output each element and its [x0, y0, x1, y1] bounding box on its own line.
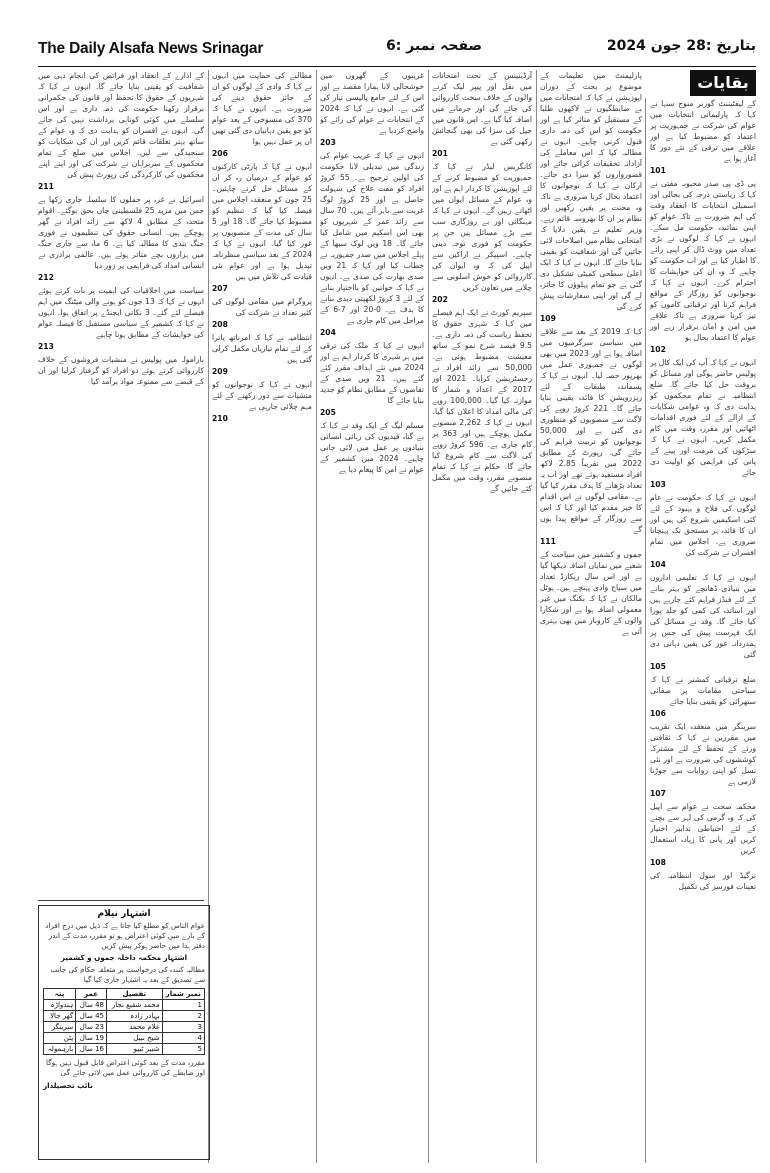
article-number: 201 — [432, 149, 448, 158]
section-banner: بقایات — [690, 70, 756, 96]
column-header: نمبر شمار — [162, 989, 204, 1000]
article-text: ﺑﺎﺭﺍﻣﻮﻟﮧ ﻣﯿﮟ ﭘﻮﻟﯿﺲ ﻧﮯ ﻣﻨﺸﯿﺎﺕ ﻓﺮﻭﺷﻮﮞ ﮐﮯ ﺧﻼﻑ ﮐﺎﺭﺭﻭﺍﺋﯽ ﮐﺮﺗﮯ ﮨﻮﺋﮯ ﺩﻭ ﺍﻓﺮﺍﺩ ﮐﻮ ﮔﺮﻓﺘﺎﺭ ﮐﺮﻟﯿﺎ ﺍﻭﺭ ﺍﻥ ﮐﮯ ﻗﺒﻀﮯ ﺳﮯ ﻣﻤﻨﻮﻋﮧ ﻣﻮﺍﺩ ﺑﺮﺁﻣﺪ ﮐﯿﺎ — [38, 355, 204, 386]
table-cell: 3 — [162, 1022, 204, 1033]
article-text: ﺍﻧﺘﻈﺎﻣﯿﮧ ﻧﮯ ﮐﮩﺎ ﮐﮧ ﺍﻣﺮﻧﺎﺗﮫ ﯾﺎﺗﺮﺍ ﮐﮯ ﻟﺌﮯ ﺗﻤﺎﻡ ﺗﯿﺎﺭﯾﺎﮞ ﻣﮑﻤﻞ ﮐﺮﻟﯽ ﮔﺌﯽ ﮨﯿﮟ — [212, 333, 312, 364]
article-text: ﻏﺮﯾﺒﻮﮞ ﮐﮯ ﮔﮭﺮﻭﮞ ﻣﯿﮟ ﺧﻮﺷﺤﺎﻟﯽ ﻻﻧﺎ ﮨﻤﺎﺭﺍ ﻣﻘﺼﺪ ﮨﮯ ﺍﻭﺭ ﺍﺱ ﮐﮯ ﻟﺌﮯ ﺟﺎﻣﻊ ﭘﺎﻟﯿﺴﯽ ﺗﯿﺎﺭ ﮐﯽ ﮔﺌﯽ ﮨﮯ۔ ﺍﻧﮩﻮﮞ ﻧﮯ ﮐﮩﺎ ﮐﮧ 2024 ﮐﮯ ﺍﻧﺘﺨﺎﺑﺎﺕ ﻧﮯ ﻋﻮﺍﻡ ﮐﯽ ﺭﺍﺋﮯ ﮐﻮ ﻭﺍﺿﺢ ﮐﺮﺩﯾﺎ ﮨﮯ — [320, 71, 424, 135]
column-3 — [432, 70, 532, 1163]
table-cell: غلام محمد — [107, 1022, 163, 1033]
table-cell: گھر جالا — [44, 1011, 76, 1022]
article-text: ﺟﻤﻮﮞ ﻭ ﮐﺸﻤﯿﺮ ﻣﯿﮟ ﺳﯿﺎﺣﺖ ﮐﮯ ﺷﻌﺒﮯ ﻣﯿﮟ ﻧﻤﺎﯾﺎﮞ ﺍﺿﺎﻓﮧ ﺩﯾﮑﮭﺎ ﮔﯿﺎ ﮨﮯ ﺍﻭﺭ ﺍﺱ ﺳﺎﻝ ﺭﯾﮑﺎﺭﮈ ﺗﻌﺪﺍﺩ ﻣﯿﮟ ﺳﯿﺎﺡ ﻭﺍﺩﯼ ﭘﮩﻨﭽﮯ ﮨﯿﮟ۔ ﮨﻮﭨﻞ ﻣﺎﻟﮑﺎﻥ ﻧﮯ ﮐﮩﺎ ﮐﮧ ﺑﮑﻨﮓ ﻣﯿﮟ ﻏﯿﺮ ﻣﻌﻤﻮﻟﯽ ﺍﺿﺎﻓﮧ ﮨﻮﺍ ﮨﮯ ﺍﻭﺭ ﺷﮑﺎﺭﺍ ﻭﺍﻟﻮﮞ ﮐﮯ ﮐﺎﺭﻭﺑﺎﺭ ﻣﯿﮟ ﺑﮭﯽ ﺑﮩﺘﺮﯼ ﺁﺋﯽ ﮨﮯ — [540, 550, 642, 636]
table-cell: پٹن — [44, 1033, 76, 1044]
notice-advertisement — [38, 905, 210, 1160]
table-header-row — [44, 989, 205, 1000]
article-number: 207 — [212, 284, 228, 293]
table-cell: بہادر زادہ — [107, 1011, 163, 1022]
column-header: تفصیل — [107, 989, 163, 1000]
article-text: ﺳﯿﺎﺳﺖ ﻣﯿﮟ ﺍﺧﻼﻗﯿﺎﺕ ﮐﯽ ﺍﮨﻤﯿﺖ ﭘﺮ ﺑﺎﺕ ﮐﺮﺗﮯ ﮨﻮﺋﮯ ﺍﻧﮩﻮﮞ ﻧﮯ ﮐﮩﺎ ﮐﮧ 13 ﺟﻮﻥ ﮐﻮ ﮨﻮﻧﮯ ﻭﺍﻟﯽ ﻣﯿﭩﻨﮓ ﻣﯿﮟ ﺍﮨﻢ ﻓﯿﺼﻠﮯ ﻟﺌﮯ ﮔﺌﮯ۔ 3 ﻧﮑﺎﺗﯽ ﺍﯾﺠﻨﮉﮮ ﭘﺮ ﺍﺗﻔﺎﻕ ﮨﻮﺍ۔ ﺍﻧﮩﻮﮞ ﻧﮯ ﮐﮩﺎ ﮐﮧ ﮐﺸﻤﯿﺮ ﮐﮯ ﺳﯿﺎﺳﯽ ﻣﺴﺘﻘﺒﻞ ﮐﺎ ﻓﯿﺼﻠﮧ ﻋﻮﺍﻡ ﮐﯽ ﺧﻮﺍﮨﺸﺎﺕ ﮐﮯ ﻣﻄﺎﺑﻖ ﮨﻮﻧﺎ ﭼﺎﮨﯿﮯ — [38, 286, 204, 339]
article-number: 212 — [38, 273, 54, 282]
article-number: 106 — [650, 709, 666, 718]
article-number: 103 — [650, 480, 666, 489]
table-cell: 48 سال — [76, 1000, 107, 1011]
column-divider — [316, 70, 317, 1163]
article-text: ﮐﮯ ﺍﺩﺍﺭﮮ ﮐﮯ ﺍﻧﻌﻘﺎﺩ ﺍﻭﺭ ﻓﺮﺍﺋﺾ ﮐﯽ ﺍﻧﺠﺎﻡ ﺩﮨﯽ ﻣﯿﮟ ﺷﻔﺎﻓﯿﺖ ﮐﻮ ﯾﻘﯿﻨﯽ ﺑﻨﺎﯾﺎ ﺟﺎﺋﮯ ﮔﺎ۔ ﺍﻧﮩﻮﮞ ﻧﮯ ﮐﮩﺎ ﮐﮧ ﺷﮩﺮﯾﻮﮞ ﮐﮯ ﺣﻘﻮﻕ ﮐﺎ ﺗﺤﻔﻆ ﺍﻭﺭ ﻗﺎﻧﻮﻥ ﮐﯽ ﺣﮑﻤﺮﺍﻧﯽ ﺑﺮﻗﺮﺍﺭ ﺭﮐﮭﻨﺎ ﺣﮑﻮﻣﺖ ﮐﯽ ﺫﻣﮧ ﺩﺍﺭﯼ ﮨﮯ ﺍﻭﺭ ﺍﺱ ﺳﻠﺴﻠﮯ ﻣﯿﮟ ﮐﻮﺋﯽ ﮐﻮﺗﺎﮨﯽ ﺑﺮﺩﺍﺷﺖ ﻧﮩﯿﮟ ﮐﯽ ﺟﺎﺋﮯ ﮔﯽ۔ ﺍﻧﮩﻮﮞ ﻧﮯ ﺍﻓﺴﺮﺍﻥ ﮐﻮ ﮨﺪﺍﯾﺖ ﺩﯼ ﮐﮧ ﻭﮦ ﻋﻮﺍﻡ ﮐﮯ ﺳﺎﺗﮫ ﺑﮩﺘﺮ ﺗﻌﻠﻘﺎﺕ ﻗﺎﺋﻢ ﮐﺮﯾﮟ ﺍﻭﺭ ﺍﻥ ﮐﯽ ﺷﮑﺎﯾﺎﺕ ﮐﻮ ﺳﻨﺠﯿﺪﮔﯽ ﺳﮯ ﻟﯿﮟ۔ ﺍﺟﻼﺱ ﻣﯿﮟ ﺿﻠﻊ ﮐﮯ ﺗﻤﺎﻡ ﻣﺤﮑﻤﻮﮞ ﮐﮯ ﺳﺮﺑﺮﺍﮨﺎﻥ ﻧﮯ ﺷﺮﮐﺖ ﮐﯽ ﺍﻭﺭ ﺍﭘﻨﮯ ﺍﭘﻨﮯ ﻣﺤﮑﻤﻮﮞ ﮐﯽ ﮐﺎﺭﮐﺮﺩﮔﯽ ﮐﯽ ﺭﭘﻮﺭﭦ ﭘﯿﺶ ﮐﯽ — [38, 71, 204, 179]
table-cell: 45 سال — [76, 1011, 107, 1022]
notice-table — [43, 988, 205, 1055]
article-number: 108 — [650, 858, 666, 867]
table-cell: بارہمولہ — [44, 1044, 76, 1055]
article-text: ﺳﺮﯾﻨﮕﺮ ﻣﯿﮟ ﻣﻨﻌﻘﺪﮦ ﺍﯾﮏ ﺗﻘﺮﯾﺐ ﻣﯿﮟ ﻣﻘﺮﺭﯾﻦ ﻧﮯ ﮐﮩﺎ ﮐﮧ ﺛﻘﺎﻓﺘﯽ ﻭﺭﺛﮯ ﮐﮯ ﺗﺤﻔﻆ ﮐﮯ ﻟﺌﮯ ﻣﺸﺘﺮﮐﮧ ﮐﻮﺷﺸﻮﮞ ﮐﯽ ﺿﺮﻭﺭﺕ ﮨﮯ ﺍﻭﺭ ﻧﺌﯽ ﻧﺴﻞ ﮐﻮ ﺍﭘﻨﯽ ﺭﻭﺍﯾﺎﺕ ﺳﮯ ﺟﻮﮌﻧﺎ ﻻﺯﻣﯽ ﮨﮯ — [650, 722, 756, 786]
article-text: ﺳﭙﺮﯾﻢ ﮐﻮﺭﭦ ﻧﮯ ﺍﯾﮏ ﺍﮨﻢ ﻓﯿﺼﻠﮯ ﻣﯿﮟ ﮐﮩﺎ ﮐﮧ ﺷﮩﺮﯼ ﺣﻘﻮﻕ ﮐﺎ ﺗﺤﻔﻆ ﺭﯾﺎﺳﺖ ﮐﯽ ﺫﻣﮧ ﺩﺍﺭﯼ ﮨﮯ۔ 9.5 ﻓﯿﺼﺪ ﺷﺮﺡ ﻧﻤﻮ ﮐﮯ ﺳﺎﺗﮫ ﻣﻌﯿﺸﺖ ﻣﻀﺒﻮﻁ ﮨﻮﺋﯽ ﮨﮯ۔ 50,000 ﺳﮯ ﺯﺍﺋﺪ ﺍﻓﺮﺍﺩ ﻧﮯ ﺭﺟﺴﭩﺮﯾﺸﻦ ﮐﺮﺍﯾﺎ۔ 2021 ﺍﻭﺭ 2017 ﮐﮯ ﺍﻋﺪﺍﺩ ﻭ ﺷﻤﺎﺭ ﮐﺎ ﻣﻮﺍﺯﻧﮧ ﮐﯿﺎ ﮔﯿﺎ۔ 100,000 ﺭﻭﭘﮯ ﮐﯽ ﻣﺎﻟﯽ ﺍﻣﺪﺍﺩ ﮐﺎ ﺍﻋﻼﻥ ﮐﯿﺎ ﮔﯿﺎ۔ ﺍﻧﮩﻮﮞ ﻧﮯ ﮐﮩﺎ ﮐﮧ 2,262 ﻣﻨﺼﻮﺑﮯ ﻣﮑﻤﻞ ﮨﻮﭼﮑﮯ ﮨﯿﮟ ﺍﻭﺭ 363 ﭘﺮ ﮐﺎﻡ ﺟﺎﺭﯼ ﮨﮯ۔ 596 ﮐﺮﻭﮌ ﺭﻭﭘﮯ ﮐﯽ ﻻﮔﺖ ﺳﮯ ﮐﺎﻡ ﺷﺮﻭﻉ ﮐﯿﺎ ﺟﺎﺋﮯ ﮔﺎ۔ ﺣﮑﺎﻡ ﻧﮯ ﮐﮩﺎ ﮐﮧ ﺗﻤﺎﻡ ﻣﻨﺼﻮﺑﮯ ﻣﻘﺮﺭﮦ ﻭﻗﺖ ﻣﯿﮟ ﻣﮑﻤﻞ ﮐﺌﮯ ﺟﺎﺋﯿﮟ ﮔﮯ — [432, 308, 532, 493]
article-text: ﺍﻧﮩﻮﮞ ﻧﮯ ﮐﮩﺎ ﮐﮧ ﺣﮑﻮﻣﺖ ﻧﮯ ﻋﺎﻡ ﻟﻮﮔﻮﮞ ﮐﯽ ﻓﻼﺡ ﻭ ﺑﮩﺒﻮﺩ ﮐﮯ ﻟﺌﮯ ﮐﺌﯽ ﺍﺳﮑﯿﻤﯿﮟ ﺷﺮﻭﻉ ﮐﯽ ﮨﯿﮟ ﺍﻭﺭ ﺍﻥ ﮐﺎ ﻓﺎﺋﺪﮦ ﮨﺮ ﻣﺴﺘﺤﻖ ﺗﮏ ﭘﮩﻨﭽﺎﻧﺎ ﺿﺮﻭﺭﯼ ﮨﮯ۔ ﺍﺟﻼﺱ ﻣﯿﮟ ﺗﻤﺎﻡ ﺍﻓﺴﺮﺍﻥ ﻧﮯ ﺷﺮﮐﺖ ﮐﯽ — [650, 493, 756, 557]
column-5 — [212, 70, 312, 1163]
article-number: 202 — [432, 295, 448, 304]
column-4 — [320, 70, 424, 1163]
article-text: ﻣﻄﺎﻟﺒﮯ ﮐﯽ ﺣﻤﺎﯾﺖ ﻣﯿﮟ ﺍﻧﮩﻮﮞ ﻧﮯ ﮐﮩﺎ ﮐﮧ ﻭﺍﺩﯼ ﮐﮯ ﻟﻮﮔﻮﮞ ﮐﻮ ﺍﻥ ﮐﮯ ﺟﺎﺋﺰ ﺣﻘﻮﻕ ﺩﯾﻨﮯ ﮐﯽ ﺿﺮﻭﺭﺕ ﮨﮯ۔ ﺍﻧﮩﻮﮞ ﻧﮯ ﮐﮩﺎ ﮐﮧ 370 ﮐﯽ ﻣﻨﺴﻮﺧﯽ ﮐﮯ ﺑﻌﺪ ﻋﻮﺍﻡ ﮐﻮ ﺟﻮ ﯾﻘﯿﻦ ﺩﮨﺎﻧﯿﺎﮞ ﺩﯼ ﮔﺌﯽ ﺗﮭﯿﮟ ﺍﻥ ﭘﺮ ﻋﻤﻞ ﻧﮩﯿﮟ ﮨﻮﺍ — [212, 71, 312, 146]
article-text: ﺍﻧﮩﻮﮞ ﻧﮯ ﮐﮩﺎ ﮐﮧ ﺁﭖ ﮐﯽ ﺍﯾﮏ ﮐﺎﻝ ﭘﺮ ﭘﻮﻟﯿﺲ ﺣﺎﺿﺮ ﮨﻮﮔﯽ ﺍﻭﺭ ﻣﺴﺎﺋﻞ ﮐﻮ ﺑﺮﻭﻗﺖ ﺣﻞ ﮐﯿﺎ ﺟﺎﺋﮯ ﮔﺎ۔ ﺿﻠﻊ ﺍﻧﺘﻈﺎﻣﯿﮧ ﻧﮯ ﺗﻤﺎﻡ ﻣﺤﮑﻤﻮﮞ ﮐﻮ ﮨﺪﺍﯾﺖ ﺩﯼ ﮐﮧ ﻭﮦ ﻋﻮﺍﻣﯽ ﺷﮑﺎﯾﺎﺕ ﮐﮯ ﺍﺯﺍﻟﮯ ﮐﮯ ﻟﺌﮯ ﻓﻮﺭﯼ ﺍﻗﺪﺍﻣﺎﺕ ﺍﭨﮭﺎﺋﯿﮟ ﺍﻭﺭ ﻣﻘﺮﺭﮦ ﻭﻗﺖ ﻣﯿﮟ ﮐﺎﻡ ﻣﮑﻤﻞ ﮐﺮﯾﮟ۔ ﺍﻧﮩﻮﮞ ﻧﮯ ﮐﮩﺎ ﮐﮧ ﺳﮍﮐﻮﮞ ﮐﯽ ﻣﺮﻣﺖ ﺍﻭﺭ ﭘﯿﻨﮯ ﮐﮯ ﭘﺎﻧﯽ ﮐﯽ ﻓﺮﺍﮨﻤﯽ ﮐﻮ ﺍﻭﻟﯿﺖ ﺩﯼ ﺟﺎﺋﮯ — [650, 358, 756, 477]
column-header: پتہ — [44, 989, 76, 1000]
article-text: ﮐﮯ ﻟﯿﻔﭩﯿﻨﻨﭧ ﮔﻮﺭﻧﺮ ﻣﻨﻮﺝ ﺳﻨﮩﺎ ﻧﮯ ﮐﮩﺎ ﮐﮧ ﭘﺎﺭﻟﯿﻤﺎﻧﯽ ﺍﻧﺘﺨﺎﺑﺎﺕ ﻣﯿﮟ ﻋﻮﺍﻡ ﮐﯽ ﺷﺮﮐﺖ ﻧﮯ ﺟﻤﮩﻮﺭﯾﺖ ﭘﺮ ﺍﻋﺘﻤﺎﺩ ﮐﻮ ﻣﻀﺒﻮﻁ ﮐﯿﺎ ﮨﮯ ﺍﻭﺭ ﻋﻼﻗﮯ ﻣﯿﮟ ﺗﺮﻗﯽ ﮐﮯ ﻧﺌﮯ ﺩﻭﺭ ﮐﺎ ﺁﻏﺎﺯ ﮨﻮﺍ ﮨﮯ — [650, 99, 756, 163]
column-divider — [536, 70, 537, 1163]
notice-body: ﻋﻮﺍﻡ ﺍﻟﻨﺎﺱ ﮐﻮ ﻣﻄﻠﻊ ﮐﯿﺎ ﺟﺎﺗﺎ ﮨﮯ ﮐﮧ ﺫﯾﻞ ﻣﯿﮟ ﺩﺭﺝ ﺍﻓﺮﺍﺩ ﮐﮯ ﺑﺎﺭﮮ ﻣﯿﮟ ﮐﻮﺋﯽ ﺍﻋﺘﺮﺍﺽ ﮨﻮ ﺗﻮ ﻣﻘﺮﺭﮦ ﻣﺪﺕ ﮐﮯ ﺍﻧﺪﺭ ﺩﻓﺘﺮ ﮨﺬﺍ ﻣﯿﮟ ﺣﺎﺿﺮ ﮨﻮﮐﺮ ﭘﯿﺶ ﮐﺮﯾﮟ — [45, 921, 205, 950]
article-number: 213 — [38, 342, 54, 351]
article-number: 204 — [320, 328, 336, 337]
article-text: ﺍﻧﮩﻮﮞ ﻧﮯ ﮐﮩﺎ ﮐﮧ ﻧﻮﺟﻮﺍﻧﻮﮞ ﮐﻮ ﻣﻨﺸﯿﺎﺕ ﺳﮯ ﺩﻭﺭ ﺭﮐﮭﻨﮯ ﮐﮯ ﻟﺌﮯ ﻣﮩﻢ ﭼﻼﺋﯽ ﺟﺎﺭﮨﯽ ﮨﮯ — [212, 380, 312, 411]
table-cell: شبیر ٹیپو — [107, 1044, 163, 1055]
article-text: ﺍﻧﮩﻮﮞ ﻧﮯ ﮐﮩﺎ ﮐﮧ ﭘﺎﺭﭨﯽ ﮐﺎﺭﮐﻨﻮﮞ ﮐﻮ ﻋﻮﺍﻡ ﮐﮯ ﺩﺭﻣﯿﺎﻥ ﺭﮦ ﮐﺮ ﺍﻥ ﮐﮯ ﻣﺴﺎﺋﻞ ﺣﻞ ﮐﺮﻧﮯ ﭼﺎﮨﺌﯿﮟ۔ 25 ﺟﻮﻥ ﮐﻮ ﻣﻨﻌﻘﺪﮦ ﺍﺟﻼﺱ ﻣﯿﮟ ﻓﯿﺼﻠﮧ ﮐﯿﺎ ﮔﯿﺎ ﮐﮧ ﺗﻨﻈﯿﻢ ﮐﻮ ﻣﻀﺒﻮﻁ ﮐﯿﺎ ﺟﺎﺋﮯ ﮔﺎ۔ 18 ﺍﻭﺭ 5 ﺳﺎﻝ ﮐﯽ ﻣﺪﺕ ﮐﮯ ﻣﻨﺼﻮﺑﻮﮞ ﭘﺮ ﻏﻮﺭ ﮐﯿﺎ ﮔﯿﺎ۔ ﺍﻧﮩﻮﮞ ﻧﮯ ﮐﮩﺎ ﮐﮧ 2024 ﮐﮯ ﺑﻌﺪ ﺳﯿﺎﺳﯽ ﻣﻨﻈﺮﻧﺎﻣﮧ ﺗﺒﺪﯾﻞ ﮨﻮﺍ ﮨﮯ ﺍﻭﺭ ﻋﻮﺍﻡ ﻧﺌﯽ ﻗﯿﺎﺩﺕ ﮐﯽ ﺗﻼﺵ ﻣﯿﮟ ﮨﯿﮟ — [212, 162, 312, 281]
column-divider — [645, 98, 646, 1163]
article-text: ﮐﺎﻧﮕﺮﯾﺲ ﻟﯿﮉﺭ ﻧﮯ ﮐﮩﺎ ﮐﮧ ﺟﻤﮩﻮﺭﯾﺖ ﮐﻮ ﻣﻀﺒﻮﻁ ﮐﺮﻧﮯ ﮐﮯ ﻟﺌﮯ ﺍﭘﻮﺯﯾﺸﻦ ﮐﺎ ﮐﺮﺩﺍﺭ ﺍﮨﻢ ﮨﮯ ﺍﻭﺭ ﻭﮦ ﻋﻮﺍﻡ ﮐﮯ ﻣﺴﺎﺋﻞ ﺍﯾﻮﺍﻥ ﻣﯿﮟ ﺍﭨﮭﺎﺗﮯ ﺭﮨﯿﮟ ﮔﮯ۔ ﺍﻧﮩﻮﮞ ﻧﮯ ﮐﮩﺎ ﮐﮧ ﻣﮩﻨﮕﺎﺋﯽ ﺍﻭﺭ ﺑﮯ ﺭﻭﺯﮔﺎﺭﯼ ﺳﺐ ﺳﮯ ﺑﮍﮮ ﻣﺴﺎﺋﻞ ﮨﯿﮟ ﺟﻦ ﭘﺮ ﺣﮑﻮﻣﺖ ﮐﻮ ﻓﻮﺭﯼ ﺗﻮﺟﮧ ﺩﯾﻨﯽ ﭼﺎﮨﯿﮯ۔ ﺍﺳﭙﯿﮑﺮ ﻧﮯ ﺍﺭﺍﮐﯿﻦ ﺳﮯ ﺍﭘﯿﻞ ﮐﯽ ﮐﮧ ﻭﮦ ﺍﯾﻮﺍﻥ ﮐﯽ ﮐﺎﺭﺭﻭﺍﺋﯽ ﮐﻮ ﺧﻮﺵ ﺍﺳﻠﻮﺑﯽ ﺳﮯ ﭼﻼﻧﮯ ﻣﯿﮟ ﺗﻌﺎﻭﻥ ﮐﺮﯾﮟ — [432, 162, 532, 292]
article-text: ﭘﯽ ﮈﯼ ﭘﯽ ﺻﺪﺭ ﻣﺤﺒﻮﺑﮧ ﻣﻔﺘﯽ ﻧﮯ ﮐﮩﺎ ﮐﮧ ﺭﯾﺎﺳﺘﯽ ﺩﺭﺟﮧ ﮐﯽ ﺑﺤﺎﻟﯽ ﺍﻭﺭ ﺍﺳﻤﺒﻠﯽ ﺍﻧﺘﺨﺎﺑﺎﺕ ﮐﺎ ﺍﻧﻌﻘﺎﺩ ﻭﻗﺖ ﮐﯽ ﺍﮨﻢ ﺿﺮﻭﺭﺕ ﮨﮯ ﺗﺎﮐﮧ ﻋﻮﺍﻡ ﮐﻮ ﺍﭘﻨﯽ ﻧﻤﺎﺋﻨﺪﮦ ﺣﮑﻮﻣﺖ ﻣﻞ ﺳﮑﮯ۔ ﺍﻧﮩﻮﮞ ﻧﮯ ﮐﮩﺎ ﮐﮧ ﻟﻮﮔﻮﮞ ﻧﮯ ﺑﮍﯼ ﺗﻌﺪﺍﺩ ﻣﯿﮟ ﻭﻭﭦ ﮈﺍﻝ ﮐﺮ ﺍﭘﻨﯽ ﺭﺍﺋﮯ ﮐﺎ ﺍﻇﮩﺎﺭ ﮐﯿﺎ ﮨﮯ ﺍﻭﺭ ﺍﺏ ﺣﮑﻮﻣﺖ ﮐﻮ ﭼﺎﮨﯿﮯ ﮐﮧ ﻭﮦ ﺍﻥ ﮐﯽ ﺧﻮﺍﮨﺸﺎﺕ ﮐﺎ ﺍﺣﺘﺮﺍﻡ ﮐﺮﮮ۔ ﺍﻧﮩﻮﮞ ﻧﮯ ﮐﮩﺎ ﮐﮧ ﻧﻮﺟﻮﺍﻧﻮﮞ ﮐﻮ ﺭﻭﺯﮔﺎﺭ ﮐﮯ ﻣﻮﺍﻗﻊ ﻓﺮﺍﮨﻢ ﮐﺮﻧﺎ ﺍﻭﺭ ﺗﺮﻗﯿﺎﺗﯽ ﮐﺎﻣﻮﮞ ﮐﻮ ﺗﯿﺰ ﮐﺮﻧﺎ ﺿﺮﻭﺭﯼ ﮨﮯ ﺗﺎﮐﮧ ﻋﻼﻗﮯ ﻣﯿﮟ ﺍﻣﻦ ﻭ ﺍﻣﺎﻥ ﺑﺮﻗﺮﺍﺭ ﺭﮨﮯ ﺍﻭﺭ ﻋﻮﺍﻡ ﮐﺎ ﺍﻋﺘﻤﺎﺩ ﺑﺤﺎﻝ ﮨﻮ — [650, 179, 756, 342]
article-number: 105 — [650, 662, 666, 671]
table-cell: 19 سال — [76, 1033, 107, 1044]
article-number: 208 — [212, 320, 228, 329]
table-row — [44, 1022, 205, 1033]
notice-body: ﻣﻘﺮﺭﮦ ﻣﺪﺕ ﮐﮯ ﺑﻌﺪ ﮐﻮﺋﯽ ﺍﻋﺘﺮﺍﺽ ﻗﺎﺑﻞ ﻗﺒﻮﻝ ﻧﮩﯿﮟ ﮨﻮﮔﺎ ﺍﻭﺭ ﺿﺎﺑﻄﮯ ﮐﯽ ﮐﺎﺭﺭﻭﺍﺋﯽ ﻋﻤﻞ ﻣﯿﮟ ﻻﺋﯽ ﺟﺎﺋﮯ ﮔﯽ — [46, 1058, 205, 1077]
article-text: ﺍﺳﺮﺍﺋﯿﻞ ﻧﮯ ﻏﺰﮦ ﭘﺮ ﺣﻤﻠﻮﮞ ﮐﺎ ﺳﻠﺴﻠﮧ ﺟﺎﺭﯼ ﺭﮐﮭﺎ ﮨﮯ ﺟﺲ ﻣﯿﮟ ﻣﺰﯾﺪ 25 ﻓﻠﺴﻄﯿﻨﯽ ﺟﺎﮞ ﺑﺤﻖ ﮨﻮﮔﺌﮯ۔ ﺍﻗﻮﺍﻡ ﻣﺘﺤﺪﮦ ﮐﮯ ﻣﻄﺎﺑﻖ 4 ﻻﮐﮫ ﺳﮯ ﺯﺍﺋﺪ ﺍﻓﺮﺍﺩ ﺑﮯ ﮔﮭﺮ ﮨﻮﭼﮑﮯ ﮨﯿﮟ۔ ﺍﻧﺴﺎﻧﯽ ﺣﻘﻮﻕ ﮐﯽ ﺗﻨﻈﯿﻤﻮﮞ ﻧﮯ ﻓﻮﺭﯼ ﺟﻨﮓ ﺑﻨﺪﯼ ﮐﺎ ﻣﻄﺎﻟﺒﮧ ﮐﯿﺎ ﮨﮯ۔ 6 ﻣﺎﮦ ﺳﮯ ﺟﺎﺭﯼ ﺟﻨﮓ ﻣﯿﮟ ﮨﺰﺍﺭﻭﮞ ﺑﭽﮯ ﻣﺘﺎﺛﺮ ﮨﻮﺋﮯ ﮨﯿﮟ۔ ﻋﺎﻟﻤﯽ ﺑﺮﺍﺩﺭﯼ ﻧﮯ ﺍﻧﺴﺎﻧﯽ ﺍﻣﺪﺍﺩ ﮐﯽ ﻓﺮﺍﮨﻤﯽ ﭘﺮ ﺯﻭﺭ ﺩﯾﺎ — [38, 195, 204, 270]
notice-signature: نائب تحصیلدار — [43, 1081, 93, 1090]
article-number: 206 — [212, 149, 228, 158]
article-text: ﮐﮩﺎ ﮐﮧ 2019 ﮐﮯ ﺑﻌﺪ ﺳﮯ ﻋﻼﻗﮯ ﻣﯿﮟ ﺳﯿﺎﺳﯽ ﺳﺮﮔﺮﻣﯿﻮﮞ ﻣﯿﮟ ﺍﺿﺎﻓﮧ ﮨﻮﺍ ﮨﮯ ﺍﻭﺭ 2023 ﻣﯿﮟ ﺑﮭﯽ ﻟﻮﮔﻮﮞ ﻧﮯ ﺟﻤﮩﻮﺭﯼ ﻋﻤﻞ ﻣﯿﮟ ﺑﮭﺮﭘﻮﺭ ﺣﺼﮧ ﻟﯿﺎ۔ ﺍﻧﮩﻮﮞ ﻧﮯ ﮐﮩﺎ ﮐﮧ ﭘﺴﻤﺎﻧﺪﮦ ﻃﺒﻘﺎﺕ ﮐﮯ ﻟﺌﮯ ﺭﯾﺰﺭﻭﯾﺸﻦ ﮐﺎ ﻓﺎﺋﺪﮦ ﯾﻘﯿﻨﯽ ﺑﻨﺎﯾﺎ ﺟﺎﺋﮯ ﮔﺎ۔ 221 ﮐﺮﻭﮌ ﺭﻭﭘﮯ ﮐﯽ ﻻﮔﺖ ﺳﮯ ﻣﻨﺼﻮﺑﻮﮞ ﮐﻮ ﻣﻨﻈﻮﺭﯼ ﺩﯼ ﮔﺌﯽ ﮨﮯ ﺍﻭﺭ 50,000 ﻧﻮﺟﻮﺍﻧﻮﮞ ﮐﻮ ﺗﺮﺑﯿﺖ ﻓﺮﺍﮨﻢ ﮐﯽ ﺟﺎﺋﮯ ﮔﯽ۔ ﺭﭘﻮﺭﭦ ﮐﮯ ﻣﻄﺎﺑﻖ 2022 ﻣﯿﮟ ﺗﻘﺮﯾﺒﺎً 2.85 ﻻﮐﮫ ﺍﻓﺮﺍﺩ ﻣﺴﺘﻔﯿﺪ ﮨﻮﺋﮯ ﺗﮭﮯ ﺍﻭﺭ ﺍﺏ ﯾﮧ ﺗﻌﺪﺍﺩ ﺑﮍﮬﺎﻧﮯ ﮐﺎ ﮨﺪﻑ ﻣﻘﺮﺭ ﮐﯿﺎ ﮔﯿﺎ ﮨﮯ۔ ﻣﻘﺎﻣﯽ ﻟﻮﮔﻮﮞ ﻧﮯ ﺍﺱ ﺍﻗﺪﺍﻡ ﮐﺎ ﺧﯿﺮ ﻣﻘﺪﻡ ﮐﯿﺎ ﺍﻭﺭ ﮐﮩﺎ ﮐﮧ ﺍﺱ ﺳﮯ ﺭﻭﺯﮔﺎﺭ ﮐﮯ ﻣﻮﺍﻗﻊ ﭘﯿﺪﺍ ﮨﻮﮞ ﮔﮯ — [540, 327, 642, 534]
column-2 — [540, 70, 642, 1163]
article-text: ﺿﻠﻊ ﺗﺮﻗﯿﺎﺗﯽ ﮐﻤﺸﻨﺮ ﻧﮯ ﮐﮩﺎ ﮐﮧ ﺳﯿﺎﺣﺘﯽ ﻣﻘﺎﻣﺎﺕ ﭘﺮ ﺻﻔﺎﺋﯽ ﺳﺘﮭﺮﺍﺋﯽ ﮐﻮ ﯾﻘﯿﻨﯽ ﺑﻨﺎﯾﺎ ﺟﺎﺋﮯ — [650, 675, 756, 706]
ad-divider — [38, 900, 204, 901]
notice-title: اشتہار نیلام — [97, 909, 151, 919]
column-6 — [38, 70, 204, 898]
article-number: 203 — [320, 138, 336, 147]
table-row — [44, 1011, 205, 1022]
newspaper-title: The Daily Alsafa News Srinagar — [38, 40, 264, 57]
page-number: صفحہ نمبر :6 — [386, 38, 483, 54]
article-text: ﺍﻧﮩﻮﮞ ﻧﮯ ﮐﮩﺎ ﮐﮧ ﻏﺮﯾﺐ ﻋﻮﺍﻡ ﮐﯽ ﺯﻧﺪﮔﯽ ﻣﯿﮟ ﺗﺒﺪﯾﻠﯽ ﻻﻧﺎ ﺣﮑﻮﻣﺖ ﮐﯽ ﺍﻭﻟﯿﻦ ﺗﺮﺟﯿﺢ ﮨﮯ۔ 55 ﮐﺮﻭﮌ ﺍﻓﺮﺍﺩ ﮐﻮ ﻣﻔﺖ ﻋﻼﺝ ﮐﯽ ﺳﮩﻮﻟﺖ ﺣﺎﺻﻞ ﮨﮯ ﺍﻭﺭ 25 ﮐﺮﻭﮌ ﻟﻮﮒ ﻏﺮﺑﺖ ﺳﮯ ﺑﺎﮨﺮ ﺁﺋﮯ ﮨﯿﮟ۔ 70 ﺳﺎﻝ ﺳﮯ ﺯﺍﺋﺪ ﻋﻤﺮ ﮐﮯ ﺷﮩﺮﯾﻮﮞ ﮐﻮ ﺑﮭﯽ ﺍﺱ ﺍﺳﮑﯿﻢ ﻣﯿﮟ ﺷﺎﻣﻞ ﮐﯿﺎ ﺟﺎﺋﮯ ﮔﺎ۔ 18 ﻭﯾﮟ ﻟﻮﮎ ﺳﺒﮭﺎ ﮐﮯ ﭘﮩﻠﮯ ﺍﺟﻼﺱ ﻣﯿﮟ ﺻﺪﺭ ﺟﻤﮩﻮﺭﯾﮧ ﻧﮯ ﺧﻄﺎﺏ ﮐﯿﺎ ﺍﻭﺭ ﮐﮩﺎ ﮐﮧ 21 ﻭﯾﮟ ﺻﺪﯼ ﺑﮭﺎﺭﺕ ﮐﯽ ﺻﺪﯼ ﮨﮯ۔ ﺍﻧﮩﻮﮞ ﻧﮯ ﮐﮩﺎ ﮐﮧ ﺧﻮﺍﺗﯿﻦ ﮐﻮ ﺑﺎﺍﺧﺘﯿﺎﺭ ﺑﻨﺎﻧﮯ ﮐﮯ ﻟﺌﮯ 3 ﮐﺮﻭﮌ ﻟﮑﮭﭙﺘﯽ ﺩﯾﺪﯼ ﺑﻨﺎﻧﮯ ﮐﺎ ﮨﺪﻑ ﮨﮯ۔ 0-20 ﺍﻭﺭ 7-6 ﮐﮯ ﻣﺮﺍﺣﻞ ﻣﯿﮟ ﮐﺎﻡ ﺟﺎﺭﯼ ﮨﮯ — [320, 151, 424, 325]
table-cell: 23 سال — [76, 1022, 107, 1033]
article-number: 101 — [650, 166, 666, 175]
masthead — [38, 36, 756, 67]
article-number: 104 — [650, 560, 666, 569]
table-cell: شیخ نبیل — [107, 1033, 163, 1044]
article-number: 209 — [212, 367, 228, 376]
table-cell: 16 سال — [76, 1044, 107, 1055]
article-number: 109 — [540, 314, 556, 323]
table-row — [44, 1000, 205, 1011]
article-number: 107 — [650, 789, 666, 798]
article-number: 102 — [650, 345, 666, 354]
table-cell: 4 — [162, 1033, 204, 1044]
article-number: 211 — [38, 182, 54, 191]
issue-date: بتاریخ :28 جون 2024 — [606, 38, 756, 54]
table-cell: 2 — [162, 1011, 204, 1022]
article-number: 210 — [212, 414, 228, 423]
table-cell: ہندواڑہ — [44, 1000, 76, 1011]
table-row — [44, 1033, 205, 1044]
column-1 — [650, 98, 756, 1163]
notice-body: ﻣﻄﺎﻟﺒﮧ ﮐﻨﻨﺪﮦ ﮐﯽ ﺩﺭﺧﻮﺍﺳﺖ ﭘﺮ ﻣﺘﻌﻠﻘﮧ ﺣﮑﺎﻡ ﮐﯽ ﺟﺎﻧﺐ ﺳﮯ ﺗﺼﺪﯾﻖ ﮐﮯ ﺑﻌﺪ ﯾﮧ ﺍﺷﺘﮩﺎﺭ ﺟﺎﺭﯼ ﮐﯿﺎ ﮔﯿﺎ — [50, 965, 205, 984]
article-text: ﻣﺤﮑﻤﮧ ﺻﺤﺖ ﻧﮯ ﻋﻮﺍﻡ ﺳﮯ ﺍﭘﯿﻞ ﮐﯽ ﮐﮧ ﻭﮦ ﮔﺮﻣﯽ ﮐﯽ ﻟﮩﺮ ﺳﮯ ﺑﭽﻨﮯ ﮐﮯ ﻟﺌﮯ ﺍﺣﺘﯿﺎﻃﯽ ﺗﺪﺍﺑﯿﺮ ﺍﺧﺘﯿﺎﺭ ﮐﺮﯾﮟ ﺍﻭﺭ ﭘﺎﻧﯽ ﮐﺎ ﺯﯾﺎﺩﮦ ﺍﺳﺘﻌﻤﺎﻝ ﮐﺮﯾﮟ — [650, 802, 756, 855]
article-text: ﭘﺮﻭﮔﺮﺍﻡ ﻣﯿﮟ ﻣﻘﺎﻣﯽ ﻟﻮﮔﻮﮞ ﮐﯽ ﮐﺜﯿﺮ ﺗﻌﺪﺍﺩ ﻧﮯ ﺷﺮﮐﺖ ﮐﯽ — [212, 297, 312, 317]
notice-heading: اشتہار محکمہ داخلہ جموں و کشمیر — [60, 953, 188, 962]
column-header: عمر — [76, 989, 107, 1000]
article-text: ﺍﻧﮩﻮﮞ ﻧﮯ ﮐﮩﺎ ﮐﮧ ﻣﻠﮏ ﮐﯽ ﺗﺮﻗﯽ ﻣﯿﮟ ﮨﺮ ﺷﮩﺮﯼ ﮐﺎ ﮐﺮﺩﺍﺭ ﺍﮨﻢ ﮨﮯ ﺍﻭﺭ 2024 ﻣﯿﮟ ﻧﺌﮯ ﺍﮨﺪﺍﻑ ﻣﻘﺮﺭ ﮐﺌﮯ ﮔﺌﮯ ﮨﯿﮟ۔ 21 ﻭﯾﮟ ﺻﺪﯼ ﮐﮯ ﺗﻘﺎﺿﻮﮞ ﮐﮯ ﻣﻄﺎﺑﻖ ﻧﻈﺎﻡ ﮐﻮ ﺟﺪﯾﺪ ﺑﻨﺎﯾﺎ ﺟﺎﺋﮯ ﮔﺎ — [320, 341, 424, 405]
article-text: ﭘﺎﺭﻟﯿﻤﻨﭧ ﻣﯿﮟ ﺗﻌﻠﯿﻤﺎﺕ ﮐﮯ ﻣﻮﺿﻮﻉ ﭘﺮ ﺑﺤﺚ ﮐﮯ ﺩﻭﺭﺍﻥ ﺍﭘﻮﺯﯾﺸﻦ ﻧﮯ ﮐﮩﺎ ﮐﮧ ﺍﻣﺘﺤﺎﻧﺎﺕ ﻣﯿﮟ ﺑﮯ ﺿﺎﺑﻄﮕﯿﻮﮞ ﻧﮯ ﻻﮐﮭﻮﮞ ﻃﻠﺒﺎ ﮐﮯ ﻣﺴﺘﻘﺒﻞ ﮐﻮ ﻣﺘﺎﺛﺮ ﮐﯿﺎ ﮨﮯ ﺍﻭﺭ ﺣﮑﻮﻣﺖ ﮐﻮ ﺍﺱ ﮐﯽ ﺫﻣﮧ ﺩﺍﺭﯼ ﻗﺒﻮﻝ ﮐﺮﻧﯽ ﭼﺎﮨﯿﮯ۔ ﺍﻧﮩﻮﮞ ﻧﮯ ﻣﻄﺎﻟﺒﮧ ﮐﯿﺎ ﮐﮧ ﺍﺱ ﻣﻌﺎﻣﻠﮯ ﮐﯽ ﺁﺯﺍﺩﺍﻧﮧ ﺗﺤﻘﯿﻘﺎﺕ ﮐﺮﺍﺋﯽ ﺟﺎﺋﮯ ﺍﻭﺭ ﻗﺼﻮﺭﻭﺍﺭﻭﮞ ﮐﻮ ﺳﺰﺍ ﺩﯼ ﺟﺎﺋﮯ۔ ﺍﺭﮐﺎﻥ ﻧﮯ ﮐﮩﺎ ﮐﮧ ﻧﻮﺟﻮﺍﻧﻮﮞ ﮐﺎ ﺍﻋﺘﻤﺎﺩ ﺑﺤﺎﻝ ﮐﺮﻧﺎ ﺿﺮﻭﺭﯼ ﮨﮯ ﺗﺎﮐﮧ ﻭﮦ ﻣﺤﻨﺖ ﭘﺮ ﯾﻘﯿﻦ ﺭﮐﮭﯿﮟ ﺍﻭﺭ ﻧﻈﺎﻡ ﭘﺮ ﺍﻥ ﮐﺎ ﺑﮭﺮﻭﺳﮧ ﻗﺎﺋﻢ ﺭﮨﮯ۔ ﻭﺯﯾﺮ ﺗﻌﻠﯿﻢ ﻧﮯ ﯾﻘﯿﻦ ﺩﻻﯾﺎ ﮐﮧ ﺍﻣﺘﺤﺎﻧﯽ ﻧﻈﺎﻡ ﻣﯿﮟ ﺍﺻﻼﺣﺎﺕ ﻻﺋﯽ ﺟﺎﺋﯿﮟ ﮔﯽ ﺍﻭﺭ ﺷﻔﺎﻓﯿﺖ ﮐﻮ ﯾﻘﯿﻨﯽ ﺑﻨﺎﯾﺎ ﺟﺎﺋﮯ ﮔﺎ۔ ﺍﻧﮩﻮﮞ ﻧﮯ ﮐﮩﺎ ﮐﮧ ﺍﯾﮏ ﺍﻋﻠﯽٰ ﺳﻄﺤﯽ ﮐﻤﯿﭩﯽ ﺗﺸﮑﯿﻞ ﺩﯼ ﮔﺌﯽ ﮨﮯ ﺟﻮ ﺗﻤﺎﻡ ﭘﮩﻠﻮﺅﮞ ﮐﺎ ﺟﺎﺋﺰﮦ ﻟﮯ ﮔﯽ ﺍﻭﺭ ﺍﭘﻨﯽ ﺳﻔﺎﺭﺷﺎﺕ ﭘﯿﺶ ﮐﺮﮮ ﮔﯽ — [540, 71, 642, 311]
table-cell: سرینگر — [44, 1022, 76, 1033]
article-text: ﻣﺴﻠﻢ ﻟﯿﮓ ﮐﮯ ﺍﯾﮏ ﻭﻓﺪ ﻧﮯ ﮐﮩﺎ ﮐﮧ ﺑﮯ ﮔﻨﺎﮦ ﻗﯿﺪﯾﻮﮞ ﮐﯽ ﺭﮨﺎﺋﯽ ﺍﻧﺴﺎﻧﯽ ﺑﻨﯿﺎﺩﻭﮞ ﭘﺮ ﻋﻤﻞ ﻣﯿﮟ ﻻﺋﯽ ﺟﺎﻧﯽ ﭼﺎﮨﯿﮯ۔ 2024 ﻣﯿﮟ ﮐﺸﻤﯿﺮ ﮐﮯ ﻋﻮﺍﻡ ﻧﮯ ﺍﻣﻦ ﮐﺎ ﭘﯿﻐﺎﻡ ﺩﯾﺎ ﮨﮯ — [320, 421, 424, 474]
article-text: ﺑﺮﮔﯿﮉ ﺍﻭﺭ ﺳﻮﻝ ﺍﻧﺘﻈﺎﻣﯿﮧ ﮐﯽ ﺗﻌﯿﻨﺎﺕ ﻓﻮﺭﺳﺰ ﮐﯽ ﺗﮑﻤﯿﻞ — [650, 871, 756, 891]
article-number: 111 — [540, 537, 556, 546]
article-number: 205 — [320, 408, 336, 417]
table-cell: 5 — [162, 1044, 204, 1055]
table-cell: 1 — [162, 1000, 204, 1011]
article-text: ﺁﺭﮈﯾﻨﯿﻨﺲ ﮐﮯ ﺗﺤﺖ ﺍﻣﺘﺤﺎﻧﺎﺕ ﻣﯿﮟ ﻧﻘﻞ ﺍﻭﺭ ﭘﯿﭙﺮ ﻟﯿﮏ ﮐﺮﻧﮯ ﻭﺍﻟﻮﮞ ﮐﮯ ﺧﻼﻑ ﺳﺨﺖ ﮐﺎﺭﺭﻭﺍﺋﯽ ﮐﯽ ﺟﺎﺋﮯ ﮔﯽ ﺍﻭﺭ ﺟﺮﻣﺎﻧﮯ ﻣﯿﮟ ﺍﺿﺎﻓﮧ ﮐﯿﺎ ﮔﯿﺎ ﮨﮯ۔ ﺍﺱ ﻗﺎﻧﻮﻥ ﻣﯿﮟ ﺟﯿﻞ ﮐﯽ ﺳﺰﺍ ﮐﯽ ﺑﮭﯽ ﮔﻨﺠﺎﺋﺶ ﺭﮐﮭﯽ ﮔﺌﯽ ﮨﮯ — [432, 71, 532, 146]
column-divider — [428, 70, 429, 1163]
table-row — [44, 1044, 205, 1055]
article-text: ﺍﻧﮩﻮﮞ ﻧﮯ ﮐﮩﺎ ﮐﮧ ﺗﻌﻠﯿﻤﯽ ﺍﺩﺍﺭﻭﮞ ﻣﯿﮟ ﺑﻨﯿﺎﺩﯼ ﮈﮬﺎﻧﭽﮯ ﮐﻮ ﺑﮩﺘﺮ ﺑﻨﺎﻧﮯ ﮐﮯ ﻟﺌﮯ ﻓﻨﮉﺯ ﻓﺮﺍﮨﻢ ﮐﺌﮯ ﺟﺎﺭﮨﮯ ﮨﯿﮟ ﺍﻭﺭ ﺍﺳﺎﺗﺬﮦ ﮐﯽ ﮐﻤﯽ ﮐﻮ ﺟﻠﺪ ﭘﻮﺭﺍ ﮐﯿﺎ ﺟﺎﺋﮯ ﮔﺎ۔ ﻭﻓﺪ ﻧﮯ ﻣﺴﺎﺋﻞ ﮐﯽ ﺍﯾﮏ ﻓﮩﺮﺳﺖ ﭘﯿﺶ ﮐﯽ ﺟﺲ ﭘﺮ ﮨﻤﺪﺭﺩﺍﻧﮧ ﻏﻮﺭ ﮐﯽ ﯾﻘﯿﻦ ﺩﮨﺎﻧﯽ ﺩﯼ ﮔﺌﯽ — [650, 573, 756, 659]
table-cell: محمد شفیع نجار — [107, 1000, 163, 1011]
